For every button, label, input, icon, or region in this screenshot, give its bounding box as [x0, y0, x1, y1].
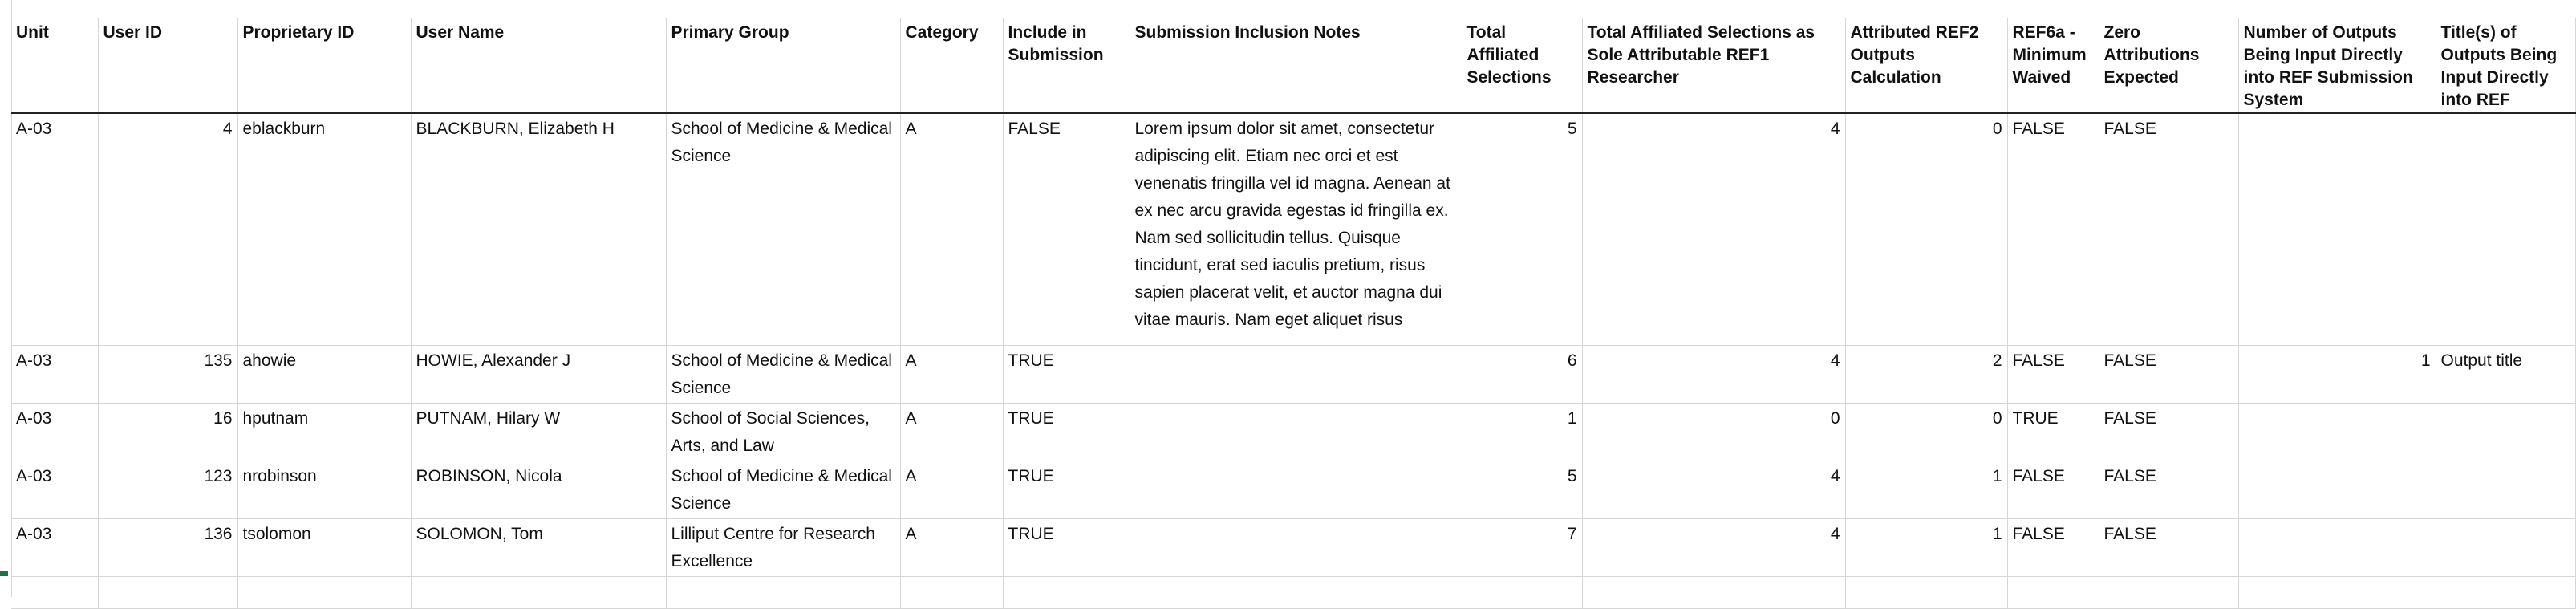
cell-proprietary-id[interactable]: hputnam: [237, 404, 411, 461]
col-header-zero-expected[interactable]: Zero Attributions Expected: [2099, 18, 2238, 113]
cell-titles-direct[interactable]: Output title: [2436, 346, 2575, 404]
cell-proprietary-id[interactable]: nrobinson: [237, 461, 411, 519]
col-header-ref6a[interactable]: REF6a - Minimum Waived: [2007, 18, 2099, 113]
cell-user-id[interactable]: 4: [98, 113, 237, 346]
col-header-user-id[interactable]: User ID: [98, 18, 237, 113]
cell-ref6a[interactable]: FALSE: [2007, 519, 2099, 577]
cell-notes[interactable]: [1130, 113, 1462, 346]
cell-sole-attributable[interactable]: 4: [1582, 346, 1845, 404]
cell-ref6a[interactable]: FALSE: [2007, 113, 2099, 346]
cell-zero-expected[interactable]: FALSE: [2099, 461, 2238, 519]
cell-user-id[interactable]: 123: [98, 461, 237, 519]
cell-sole-attributable[interactable]: 4: [1582, 461, 1845, 519]
cell-include[interactable]: TRUE: [1003, 346, 1130, 404]
cell-user-id[interactable]: 135: [98, 346, 237, 404]
col-header-ref2-calc[interactable]: Attributed REF2 Outputs Calculation: [1845, 18, 2007, 113]
cell-category[interactable]: A: [900, 113, 1003, 346]
spreadsheet-grid[interactable]: [11, 18, 2558, 597]
cell-outputs-direct[interactable]: [2238, 461, 2436, 519]
cell-notes[interactable]: [1130, 404, 1462, 461]
empty-cell[interactable]: [1582, 577, 1845, 609]
empty-cell[interactable]: [1462, 577, 1582, 609]
cell-primary-group[interactable]: School of Medicine & Medical Science: [666, 461, 900, 519]
table-row: [11, 461, 2575, 519]
cell-sole-attributable[interactable]: 0: [1582, 404, 1845, 461]
cell-zero-expected[interactable]: FALSE: [2099, 113, 2238, 346]
cell-category[interactable]: A: [900, 461, 1003, 519]
cell-outputs-direct[interactable]: [2238, 113, 2436, 346]
cell-user-name[interactable]: PUTNAM, Hilary W: [411, 404, 666, 461]
col-header-titles-direct[interactable]: Title(s) of Outputs Being Input Directly into REF: [2436, 18, 2575, 113]
col-header-proprietary-id[interactable]: Proprietary ID: [237, 18, 411, 113]
cell-ref6a[interactable]: TRUE: [2007, 404, 2099, 461]
cell-notes[interactable]: [1130, 461, 1462, 519]
empty-cell[interactable]: [900, 577, 1003, 609]
header-row: [11, 18, 2575, 113]
cell-outputs-direct[interactable]: [2238, 404, 2436, 461]
cell-user-id[interactable]: 16: [98, 404, 237, 461]
cell-ref2-calc[interactable]: 0: [1845, 113, 2007, 346]
empty-cell[interactable]: [1845, 577, 2007, 609]
cell-include[interactable]: TRUE: [1003, 404, 1130, 461]
empty-cell[interactable]: [2436, 577, 2575, 609]
table-row: [11, 113, 2575, 346]
cell-total-affiliated[interactable]: 5: [1462, 461, 1582, 519]
cell-primary-group[interactable]: Lilliput Centre for Research Excellence: [666, 519, 900, 577]
empty-cell[interactable]: [1130, 577, 1462, 609]
cell-outputs-direct[interactable]: 1: [2238, 346, 2436, 404]
empty-cell[interactable]: [2238, 577, 2436, 609]
cell-include[interactable]: TRUE: [1003, 461, 1130, 519]
empty-cell[interactable]: [237, 577, 411, 609]
cell-sole-attributable[interactable]: 4: [1582, 113, 1845, 346]
cell-category[interactable]: A: [900, 519, 1003, 577]
col-header-category[interactable]: Category: [900, 18, 1003, 113]
empty-cell[interactable]: [1003, 577, 1130, 609]
cell-include[interactable]: FALSE: [1003, 113, 1130, 346]
col-header-notes[interactable]: Submission Inclusion Notes: [1130, 18, 1462, 113]
cell-category[interactable]: A: [900, 346, 1003, 404]
cell-zero-expected[interactable]: FALSE: [2099, 404, 2238, 461]
empty-cell[interactable]: [11, 577, 98, 609]
cell-zero-expected[interactable]: FALSE: [2099, 346, 2238, 404]
cell-notes[interactable]: [1130, 346, 1462, 404]
empty-cell[interactable]: [2007, 577, 2099, 609]
cell-titles-direct[interactable]: [2436, 113, 2575, 346]
cell-user-name[interactable]: BLACKBURN, Elizabeth H: [411, 113, 666, 346]
col-header-unit[interactable]: Unit: [11, 18, 98, 113]
cell-proprietary-id[interactable]: ahowie: [237, 346, 411, 404]
col-header-sole-attributable[interactable]: Total Affiliated Selections as Sole Attributable REF1 Researcher: [1582, 18, 1845, 113]
cell-titles-direct[interactable]: [2436, 461, 2575, 519]
col-header-total-affiliated[interactable]: Total Affiliated Selections: [1462, 18, 1582, 113]
cell-primary-group[interactable]: School of Medicine & Medical Science: [666, 346, 900, 404]
empty-cell[interactable]: [98, 577, 237, 609]
col-header-user-name[interactable]: User Name: [411, 18, 666, 113]
cell-titles-direct[interactable]: [2436, 404, 2575, 461]
cell-primary-group[interactable]: School of Social Sciences, Arts, and Law: [666, 404, 900, 461]
empty-row: [11, 577, 2575, 609]
cell-unit[interactable]: A-03: [11, 404, 98, 461]
cell-total-affiliated[interactable]: 5: [1462, 113, 1582, 346]
notes-text: Lorem ipsum dolor sit amet, consectetur adipiscing elit. Etiam nec orci et est venenatis fringilla vel id magna. Aenean at ex nec arcu gravida egestas id fringilla ex. Nam sed sollicitudin tellus. Quisque tincidunt, erat sed iaculis pretium, risus sapien placerat velit, et auctor magna dui vitae mauris. Nam eget aliquet risus: [1134, 119, 1450, 329]
cell-total-affiliated[interactable]: 7: [1462, 519, 1582, 577]
col-header-outputs-direct[interactable]: Number of Outputs Being Input Directly into REF Submission System: [2238, 18, 2436, 113]
cell-user-name[interactable]: HOWIE, Alexander J: [411, 346, 666, 404]
cell-ref2-calc[interactable]: 2: [1845, 346, 2007, 404]
cell-total-affiliated[interactable]: 1: [1462, 404, 1582, 461]
cell-titles-direct[interactable]: [2436, 519, 2575, 577]
col-header-include[interactable]: Include in Submission: [1003, 18, 1130, 113]
cell-proprietary-id[interactable]: tsolomon: [237, 519, 411, 577]
cell-user-name[interactable]: SOLOMON, Tom: [411, 519, 666, 577]
cell-sole-attributable[interactable]: 4: [1582, 519, 1845, 577]
cell-ref6a[interactable]: FALSE: [2007, 346, 2099, 404]
col-header-primary-group[interactable]: Primary Group: [666, 18, 900, 113]
table-row: [11, 346, 2575, 404]
cell-outputs-direct[interactable]: [2238, 519, 2436, 577]
empty-cell[interactable]: [411, 577, 666, 609]
cell-unit[interactable]: A-03: [11, 519, 98, 577]
empty-cell[interactable]: [666, 577, 900, 609]
cell-total-affiliated[interactable]: 6: [1462, 346, 1582, 404]
cell-ref2-calc[interactable]: 1: [1845, 519, 2007, 577]
cell-ref2-calc[interactable]: 1: [1845, 461, 2007, 519]
cell-proprietary-id[interactable]: eblackburn: [237, 113, 411, 346]
empty-cell[interactable]: [2099, 577, 2238, 609]
cell-unit[interactable]: A-03: [11, 113, 98, 346]
table-row: [11, 404, 2575, 461]
cell-primary-group[interactable]: School of Medicine & Medical Science: [666, 113, 900, 346]
cell-unit[interactable]: A-03: [11, 461, 98, 519]
cell-category[interactable]: A: [900, 404, 1003, 461]
cell-ref6a[interactable]: FALSE: [2007, 461, 2099, 519]
cell-include[interactable]: TRUE: [1003, 519, 1130, 577]
cell-user-name[interactable]: ROBINSON, Nicola: [411, 461, 666, 519]
cell-user-id[interactable]: 136: [98, 519, 237, 577]
table-row: [11, 519, 2575, 577]
selection-marker: [0, 571, 8, 576]
cell-zero-expected[interactable]: FALSE: [2099, 519, 2238, 577]
cell-unit[interactable]: A-03: [11, 346, 98, 404]
cell-ref2-calc[interactable]: 0: [1845, 404, 2007, 461]
row-header-strip: [0, 0, 12, 597]
cell-notes[interactable]: [1130, 519, 1462, 577]
data-table: [11, 18, 2576, 609]
